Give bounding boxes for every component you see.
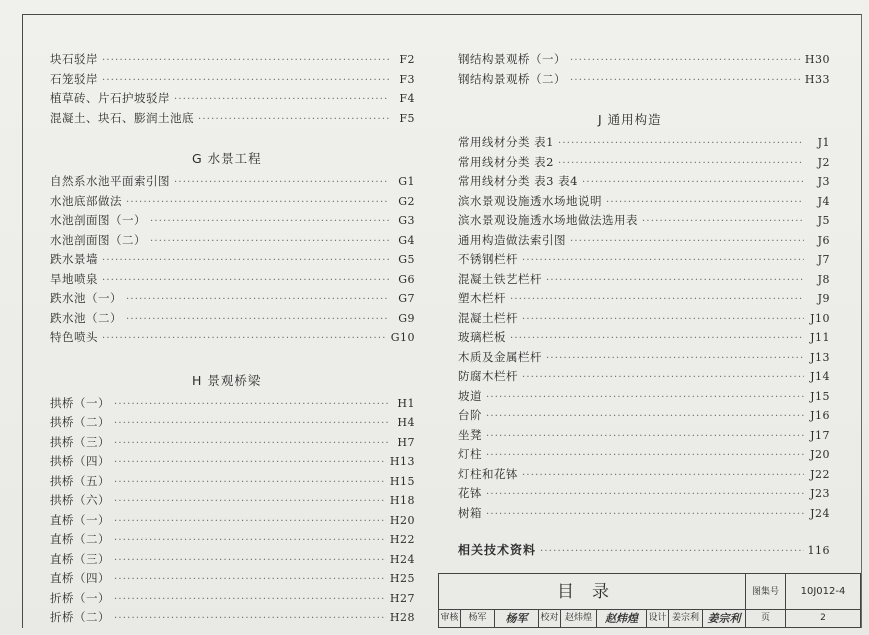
entry-page: H4 [397,416,415,429]
designer-name: 姜宗利 [669,610,703,627]
list-item[interactable] [458,406,830,426]
dot-leader [486,446,804,466]
dot-leader [522,466,804,486]
list-item[interactable] [50,511,415,531]
entry-page: G1 [398,175,415,188]
dot-leader [114,570,386,590]
section-title-g: G 水景工程 [192,151,262,166]
dot-leader [486,407,804,427]
entry-page: F4 [399,92,415,105]
entry-label: 拱桥（一） [50,395,110,410]
reviewer-name: 杨军 [461,610,495,627]
list-item[interactable] [50,270,415,290]
dot-leader [102,251,389,271]
list-item[interactable] [458,172,830,192]
list-item[interactable] [458,348,830,368]
related-docs-item[interactable] [458,541,830,561]
entry-label: 花钵 [458,486,482,500]
entry-page: J16 [810,409,830,422]
entry-page: J10 [810,311,830,325]
entry-page: J8 [817,272,830,286]
dot-leader [114,551,386,571]
list-item[interactable] [458,426,830,446]
entry-page: H24 [389,552,415,566]
entry-page: J7 [817,253,830,266]
entry-label: 拱桥（三） [50,434,110,449]
dot-leader [522,251,804,271]
list-item[interactable] [50,89,415,109]
entry-page: H22 [389,533,415,546]
dot-leader [540,542,803,562]
designer-signature: 姜宗利 [703,610,746,627]
check-label: 校对 [539,610,561,627]
entry-page: H30 [804,53,830,66]
entry-label: 直桥（四） [50,571,110,585]
entry-page: H28 [389,611,415,624]
entry-page: J5 [817,214,830,227]
list-item[interactable] [458,211,830,231]
entry-page: F3 [399,72,415,86]
dot-leader [114,492,386,512]
atlas-number-label: 图集号 [746,574,786,610]
entry-label: 滨水景观设施透水场地说明 [458,193,602,208]
entry-label: 台阶 [458,408,482,422]
entry-page: J23 [810,487,830,500]
dot-leader [126,290,389,310]
related-docs-label: 相关技术资料 [458,543,537,557]
entry-label: 直桥（二） [50,532,110,546]
entry-label: 灯柱 [458,447,482,461]
list-item[interactable] [50,50,415,70]
entry-label: 折桥（一） [50,590,110,605]
entry-label: 跌水池（一） [50,291,122,305]
dot-leader [486,388,804,408]
entry-label: 特色喷头 [50,330,98,344]
dot-leader [486,485,804,505]
entry-page: H25 [389,572,415,585]
entry-page: J9 [817,292,830,305]
list-item[interactable] [458,270,830,290]
entry-label: 钢结构景观桥（二） [458,71,566,86]
list-item[interactable] [50,530,415,550]
list-item[interactable] [50,192,415,212]
entry-page: G2 [398,194,415,208]
dot-leader [114,414,389,434]
entry-label: 钢结构景观桥（一） [458,52,566,66]
list-item[interactable] [458,328,830,348]
entry-page: J1 [817,136,830,149]
list-item[interactable] [458,484,830,504]
dot-leader [114,531,386,551]
dot-leader [642,212,804,232]
entry-label: 混凝土铁艺栏杆 [458,271,542,286]
list-item[interactable] [458,50,830,70]
entry-page: G3 [398,214,415,227]
entry-label: 滨水景观设施透水场地做法选用表 [458,213,638,227]
entry-label: 塑木栏杆 [458,291,506,305]
list-item[interactable] [50,328,415,348]
dot-leader [486,427,804,447]
list-item[interactable] [458,192,830,212]
list-item[interactable] [458,250,830,270]
dot-leader [486,505,804,525]
entry-label: 水池底部做法 [50,193,122,208]
list-item[interactable] [50,608,415,628]
dot-leader [570,232,804,252]
entry-label: 植草砖、片石护坡驳岸 [50,91,170,105]
entry-page: G4 [398,233,415,247]
title-block [438,573,861,628]
dot-leader [174,90,389,110]
entry-label: 石笼驳岸 [50,71,98,86]
dot-leader [114,609,386,629]
entry-page: G9 [398,311,415,325]
entry-label: 木质及金属栏杆 [458,349,542,364]
entry-page: H20 [389,513,415,527]
dot-leader [522,368,804,388]
entry-label: 混凝土、块石、膨润土池底 [50,110,194,125]
entry-page: H18 [389,494,415,507]
entry-page: J22 [810,467,830,481]
entry-label: 常用线材分类 表2 [458,154,554,169]
entry-label: 旱地喷泉 [50,271,98,286]
list-item[interactable] [50,569,415,589]
entry-label: 折桥（二） [50,610,110,624]
list-item[interactable] [458,70,830,90]
dot-leader [126,193,389,213]
entry-label: 水池剖面图（一） [50,213,146,227]
list-item[interactable] [50,309,415,329]
dot-leader [570,51,801,71]
entry-label: 拱桥（六） [50,493,110,507]
entry-page: J14 [810,370,830,383]
entry-page: H7 [397,435,415,449]
entry-label: 自然系水池平面索引图 [50,174,170,188]
dot-leader [102,329,387,349]
entry-page: J13 [810,350,830,364]
list-item[interactable] [50,452,415,472]
list-item[interactable] [458,367,830,387]
dot-leader [150,232,389,252]
dot-leader [558,134,804,154]
checker-signature: 赵炜煌 [597,610,647,627]
dot-leader [174,173,389,193]
entry-label: 水池剖面图（二） [50,232,146,247]
dot-leader [522,310,804,330]
list-item[interactable] [50,211,415,231]
dot-leader [546,349,804,369]
entry-label: 灯柱和花钵 [458,466,518,481]
entry-label: 跌水景墙 [50,252,98,266]
entry-label: 拱桥（四） [50,454,110,468]
entry-label: 常用线材分类 表3 表4 [458,174,578,188]
entry-label: 块石驳岸 [50,52,98,66]
list-item[interactable] [50,433,415,453]
atlas-number: 10J012-4 [786,574,860,610]
entry-label: 防腐木栏杆 [458,369,518,383]
section-title-j: J 通用构造 [598,112,662,127]
list-item[interactable] [458,465,830,485]
list-item[interactable] [50,550,415,570]
checker-name: 赵炜煌 [561,610,597,627]
entry-page: H27 [389,591,415,605]
list-item[interactable] [50,172,415,192]
section-title-h: H 景观桥梁 [192,372,262,388]
dot-leader [510,329,804,349]
dot-leader [114,473,386,493]
list-item[interactable] [50,70,415,90]
entry-page: G10 [390,331,415,344]
list-item[interactable] [458,133,830,153]
dot-leader [102,51,389,71]
list-item[interactable] [50,589,415,609]
list-item[interactable] [458,309,830,329]
entry-page: J4 [817,194,830,208]
entry-label: 玻璃栏板 [458,330,506,344]
entry-label: 坐凳 [458,427,482,442]
page-label: 页 [746,610,786,627]
catalog-title: 目录 [439,574,746,610]
list-item[interactable] [50,250,415,270]
entry-page: F2 [399,53,415,66]
signature-row [439,610,860,627]
entry-label: 直桥（一） [50,512,110,527]
entry-page: J24 [810,506,830,520]
review-label: 审核 [439,610,461,627]
dot-leader [102,271,389,291]
list-item[interactable] [458,445,830,465]
dot-leader [114,434,389,454]
entry-page: H13 [389,455,415,468]
entry-page: G5 [398,253,415,266]
entry-page: G6 [398,272,415,286]
entry-page: J2 [817,155,830,169]
dot-leader [606,193,804,213]
entry-label: 拱桥（五） [50,473,110,488]
list-item[interactable] [458,504,830,524]
entry-page: G7 [398,292,415,305]
list-item[interactable] [50,394,415,414]
entry-page: J11 [810,331,830,344]
entry-label: 坡道 [458,388,482,403]
entry-label: 跌水池（二） [50,310,122,325]
dot-leader [198,110,389,130]
dot-leader [114,512,386,532]
entry-page: H1 [397,396,415,410]
dot-leader [570,71,801,91]
dot-leader [546,271,804,291]
list-item[interactable] [50,109,415,129]
dot-leader [126,310,389,330]
design-label: 设计 [647,610,669,627]
list-item[interactable] [458,231,830,251]
entry-page: F5 [399,111,415,125]
list-item[interactable] [50,289,415,309]
entry-label: 拱桥（二） [50,415,110,429]
dot-leader [582,173,804,193]
list-item[interactable] [458,289,830,309]
reviewer-signature: 杨军 [495,610,539,627]
entry-page: J15 [810,389,830,403]
entry-label: 混凝土栏杆 [458,310,518,325]
dot-leader [102,71,389,91]
entry-label: 常用线材分类 表1 [458,135,554,149]
related-docs-page: 116 [807,544,830,557]
list-item[interactable] [458,387,830,407]
list-item[interactable] [50,472,415,492]
right-column [458,50,830,561]
entry-label: 通用构造做法索引图 [458,232,566,247]
entry-page: J20 [810,448,830,461]
entry-page: H15 [389,474,415,488]
list-item[interactable] [458,153,830,173]
dot-leader [558,154,804,174]
dot-leader [114,395,389,415]
entry-page: J3 [817,175,830,188]
dot-leader [114,453,386,473]
entry-page: J17 [810,428,830,442]
entry-label: 树箱 [458,505,482,520]
list-item[interactable] [50,231,415,251]
list-item[interactable] [50,491,415,511]
entry-label: 直桥（三） [50,551,110,566]
page-number: 2 [820,613,826,623]
dot-leader [510,290,804,310]
dot-leader [150,212,389,232]
left-column [50,50,415,628]
entry-page: H33 [804,72,830,86]
entry-label: 不锈钢栏杆 [458,252,518,266]
list-item[interactable] [50,413,415,433]
entry-page: J6 [817,233,830,247]
dot-leader [114,590,386,610]
